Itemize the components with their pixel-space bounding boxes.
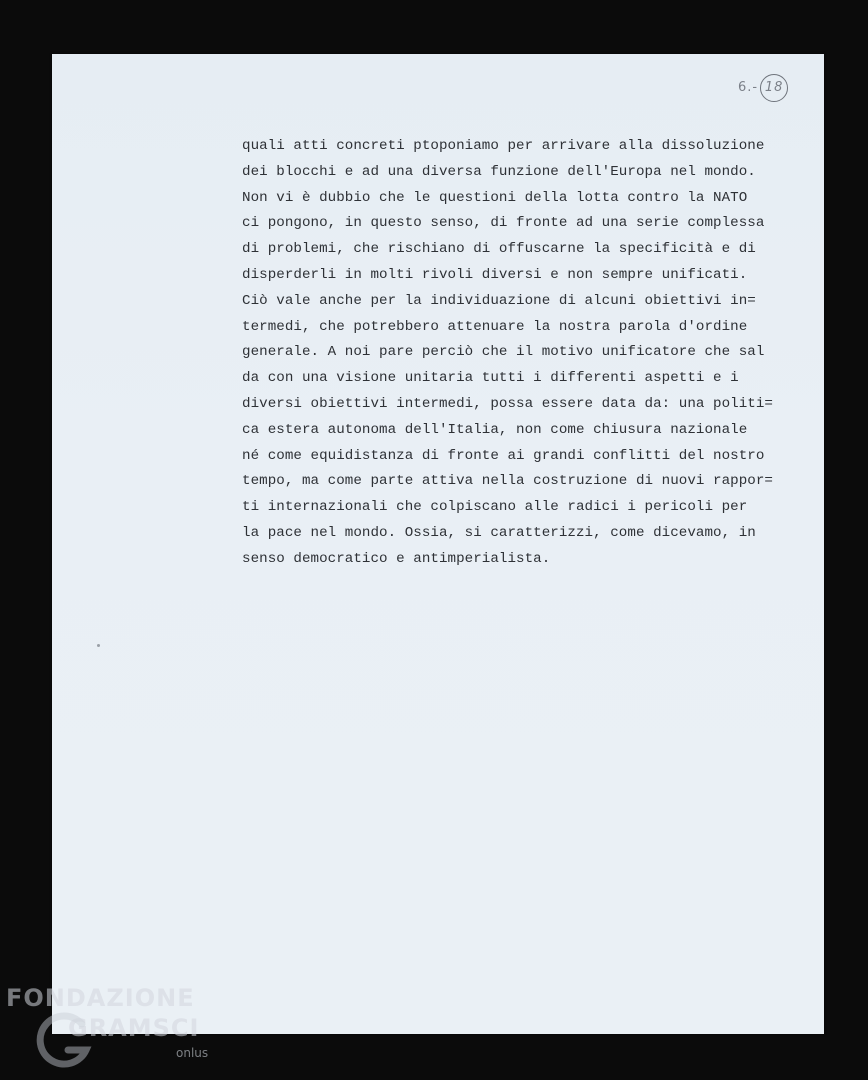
text-line: ci pongono, in questo senso, di fronte ad una serie complessa	[242, 215, 765, 232]
text-line: dei blocchi e ad una diversa funzione dell'Europa nel mondo.	[242, 163, 756, 180]
text-line: generale. A noi pare perciò che il motivo unificatore che sal	[242, 344, 765, 361]
watermark-line3: onlus	[176, 1046, 209, 1060]
text-line: Ciò vale anche per la individuazione di alcuni obiettivi in=	[242, 292, 756, 309]
text-line: tempo, ma come parte attiva nella costruzione di nuovi rappor=	[242, 473, 773, 490]
watermark-line1: FONDAZIONE	[6, 984, 195, 1012]
page-number-circled: 18	[760, 74, 788, 102]
document-page	[52, 54, 824, 1034]
text-line: la pace nel mondo. Ossia, si caratterizzi, come dicevamo, in	[242, 524, 756, 541]
text-line: da con una visione unitaria tutti i differenti aspetti e i	[242, 370, 739, 387]
text-line: termedi, che potrebbero attenuare la nostra parola d'ordine	[242, 318, 748, 335]
text-line: senso democratico e antimperialista.	[242, 550, 551, 567]
watermark-line2: GRAMSCI	[68, 1014, 200, 1042]
paper-speck	[97, 644, 100, 647]
text-line: ca estera autonoma dell'Italia, non come chiusura nazionale	[242, 421, 748, 438]
foundation-watermark	[6, 984, 221, 1074]
text-line: ti internazionali che colpiscano alle radici i pericoli per	[242, 499, 748, 516]
page-number	[738, 74, 788, 102]
typed-text-block	[242, 134, 802, 573]
text-line: di problemi, che rischiano di offuscarne la specificità e di	[242, 241, 756, 258]
text-line: Non vi è dubbio che le questioni della lotta contro la NATO	[242, 189, 748, 206]
text-line: diversi obiettivi intermedi, possa essere data da: una politi=	[242, 395, 773, 412]
page-number-prefix: 6.-	[738, 80, 759, 95]
text-line: quali atti concreti ptoponiamo per arrivare alla dissoluzione	[242, 138, 765, 154]
text-line: né come equidistanza di fronte ai grandi conflitti del nostro	[242, 447, 765, 464]
text-line: disperderli in molti rivoli diversi e non sempre unificati.	[242, 266, 748, 283]
